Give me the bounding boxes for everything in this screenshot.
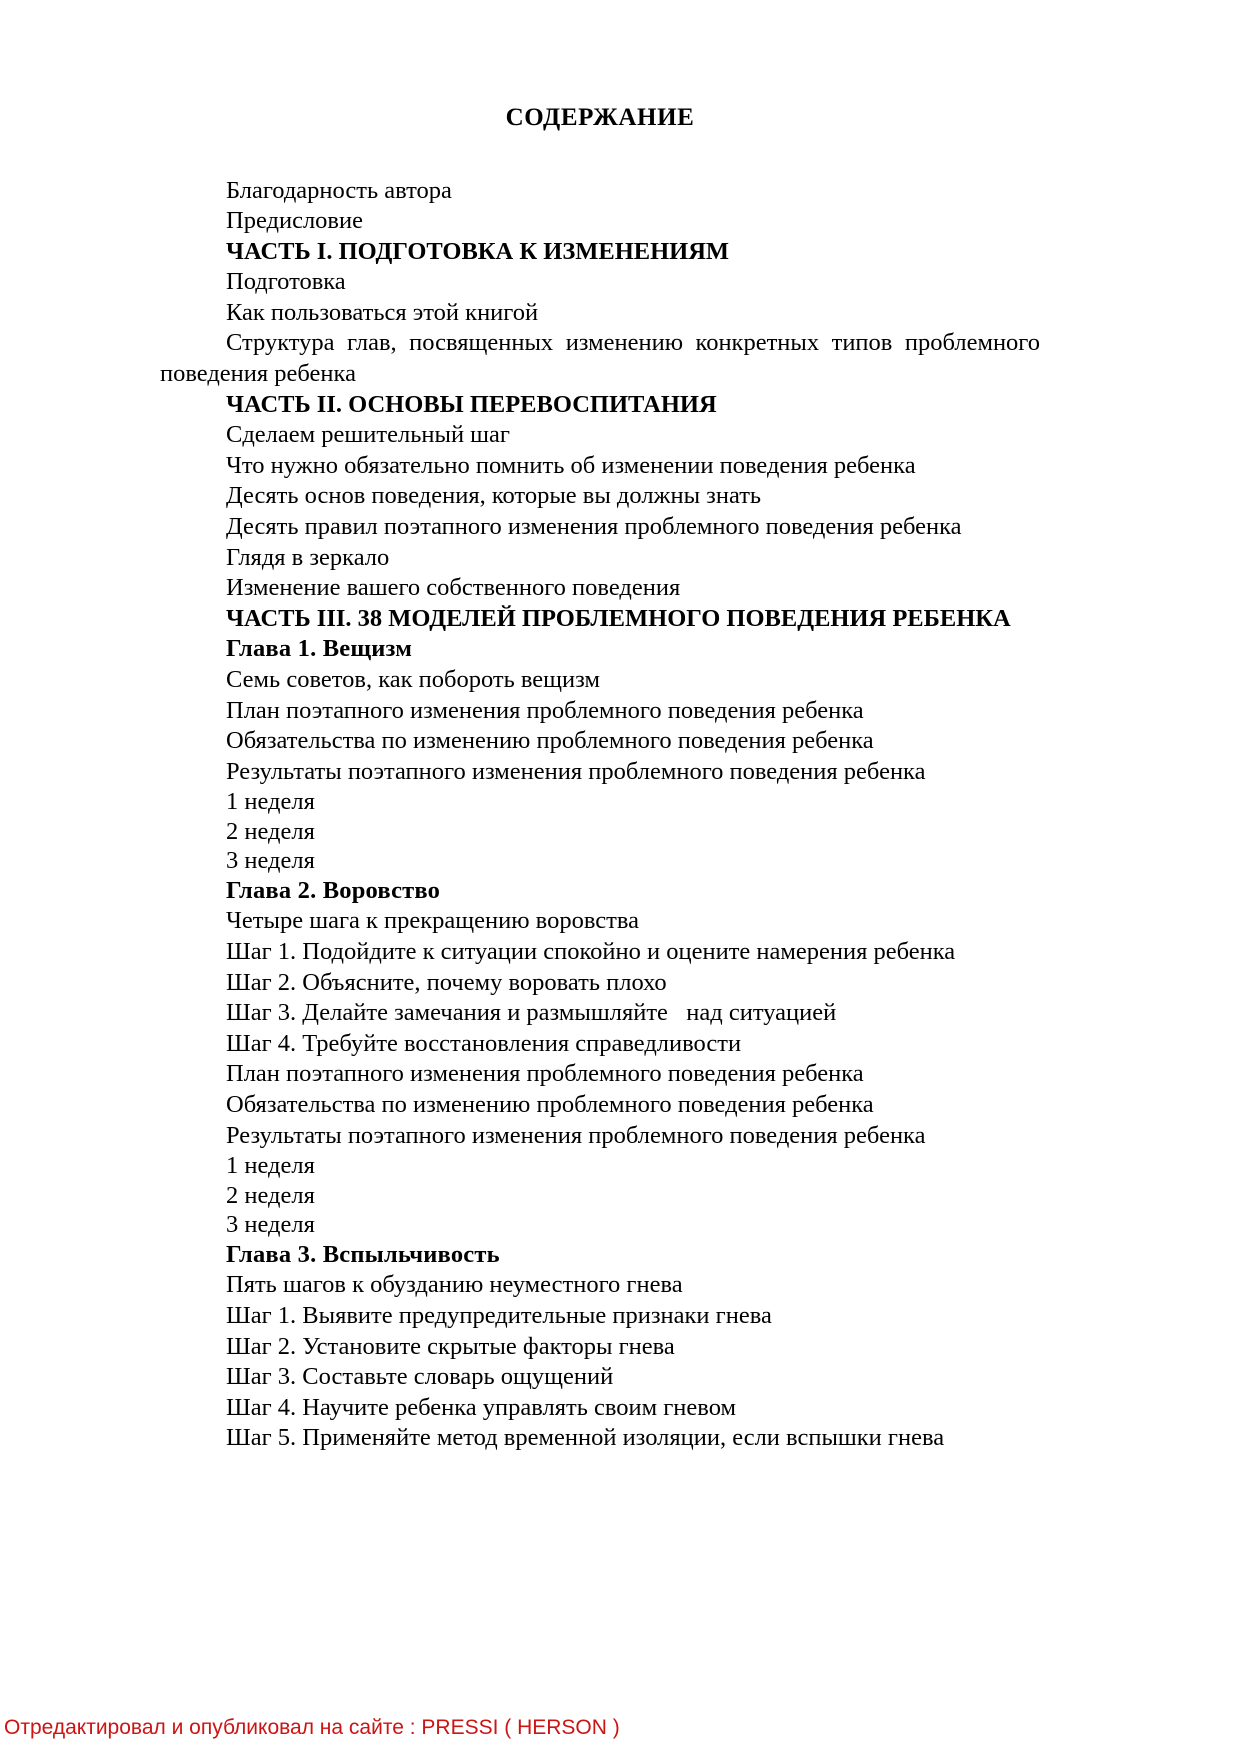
toc-entry: Обязательства по изменению проблемного поведения ребенка: [226, 1091, 874, 1119]
toc-entry: Изменение вашего собственного поведения: [226, 574, 681, 602]
toc-entry: Структура глав, посвященных изменению конкретных типов проблемного поведения ребенка: [160, 329, 1047, 388]
toc-entry: Шаг 3. Составьте словарь ощущений: [226, 1363, 614, 1391]
page-title: СОДЕРЖАНИЕ: [505, 104, 695, 131]
toc-entry: Что нужно обязательно помнить об изменении поведения ребенка: [226, 451, 916, 479]
toc-entry: 2 неделя: [226, 1181, 315, 1209]
toc-entry: Четыре шага к прекращению воровства: [226, 907, 639, 935]
toc-entry: 3 неделя: [226, 847, 315, 875]
toc-entry: Сделаем решительный шаг: [226, 421, 510, 449]
toc-entry: Глава 1. Вещизм: [226, 635, 413, 663]
toc-entry: Как пользоваться этой книгой: [226, 298, 539, 326]
toc-entry: Благодарность автора: [226, 176, 452, 204]
toc-entry: 2 неделя: [226, 817, 315, 845]
toc-entry: 1 неделя: [226, 1152, 315, 1180]
toc-entry: Шаг 2. Объясните, почему воровать плохо: [226, 968, 667, 996]
toc-entry: Шаг 4. Требуйте восстановления справедливости: [226, 1029, 742, 1057]
toc-entry: Семь советов, как побороть вещизм: [226, 666, 600, 693]
toc-entry: Десять правил поэтапного изменения проблемного поведения ребенка: [226, 513, 962, 541]
toc-line-list: [160, 176, 1047, 1454]
toc-entry: Шаг 1. Выявите предупредительные признаки гнева: [226, 1301, 772, 1329]
toc-entry: Подготовка: [226, 268, 346, 296]
publisher-watermark-note: Отредактировал и опубликовал на сайте : PRESSI ( HERSON ): [4, 1716, 620, 1739]
toc-entry: Глядя в зеркало: [226, 543, 390, 571]
toc-entry: Пять шагов к обузданию неуместного гнева: [226, 1271, 683, 1299]
toc-entry: 1 неделя: [226, 788, 315, 816]
toc-entry: Шаг 4. Научите ребенка управлять своим гневом: [226, 1393, 736, 1421]
toc-entry: Глава 2. Воровство: [226, 876, 441, 904]
table-of-contents: [160, 104, 1047, 1454]
toc-entry: ЧАСТЬ II. ОСНОВЫ ПЕРЕВОСПИТАНИЯ: [226, 390, 717, 418]
toc-entry: Десять основ поведения, которые вы должны знать: [226, 482, 762, 510]
toc-entry: Шаг 1. Подойдите к ситуации спокойно и оцените намерения ребенка: [226, 938, 956, 966]
toc-entry: Шаг 3. Делайте замечания и размышляйте над ситуацией: [226, 999, 837, 1027]
toc-entry: Результаты поэтапного изменения проблемного поведения ребенка: [226, 757, 926, 785]
toc-entry: ЧАСТЬ III. 38 МОДЕЛЕЙ ПРОБЛЕМНОГО ПОВЕДЕНИЯ РЕБЕНКА: [226, 604, 1011, 632]
toc-entry: Обязательства по изменению проблемного поведения ребенка: [226, 727, 874, 755]
toc-entry: Глава 3. Вспыльчивость: [226, 1240, 500, 1268]
toc-entry: План поэтапного изменения проблемного поведения ребенка: [226, 1060, 864, 1088]
toc-entry: План поэтапного изменения проблемного поведения ребенка: [226, 696, 864, 724]
toc-entry: 3 неделя: [226, 1211, 315, 1239]
toc-entry: ЧАСТЬ I. ПОДГОТОВКА К ИЗМЕНЕНИЯМ: [226, 237, 730, 265]
toc-entry: Предисловие: [226, 207, 363, 235]
toc-entry: Результаты поэтапного изменения проблемного поведения ребенка: [226, 1121, 926, 1149]
toc-entry: Шаг 5. Применяйте метод временной изоляции, если вспышки гнева: [226, 1424, 945, 1452]
toc-entry: Шаг 2. Установите скрытые факторы гнева: [226, 1332, 675, 1360]
